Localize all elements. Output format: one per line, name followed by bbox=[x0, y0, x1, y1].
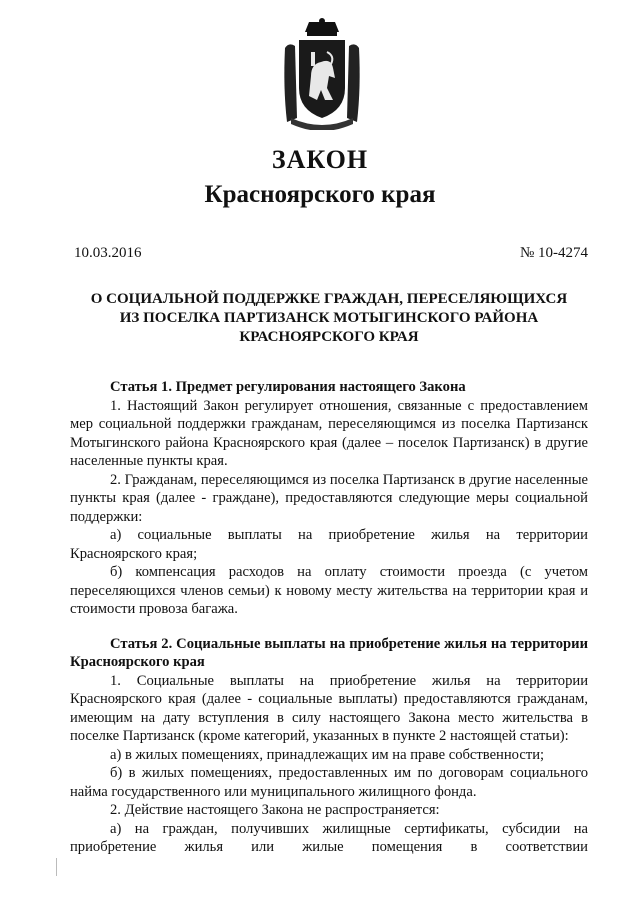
article-1-paragraph: 1. Настоящий Закон регулирует отношения, связанные с предоставлением мер социальной поддержки гражданам, переселяющимся из поселка Партизанск Мотыгинского района Красноярского края (далее – поселок Партизанск) в другие населенные пункты края. bbox=[70, 397, 588, 469]
article-2-paragraph: 2. Действие настоящего Закона не распространяется: bbox=[110, 802, 440, 818]
region-title: Красноярского края bbox=[204, 181, 436, 208]
article-2-title: Статья 2. Социальные выплаты на приобретение жилья на территории Красноярского края bbox=[70, 635, 588, 670]
law-body bbox=[70, 378, 588, 857]
article-1-paragraph: б) компенсация расходов на оплату стоимости проезда (с учетом переселяющихся членов семьи) к новому месту жительства на территории края и стоимости провоза багажа. bbox=[70, 564, 588, 617]
law-title: ЗАКОН bbox=[271, 145, 369, 174]
heading-line: КРАСНОЯРСКОГО КРАЯ bbox=[239, 329, 419, 345]
heading-line: О СОЦИАЛЬНОЙ ПОДДЕРЖКЕ ГРАЖДАН, ПЕРЕСЕЛЯЮЩИХСЯ bbox=[90, 291, 568, 307]
scan-artifact bbox=[56, 858, 57, 876]
article-2-paragraph: 1. Социальные выплаты на приобретение жилья на территории Красноярского края (далее - социальные выплаты) предоставляются гражданам, имеющим на дату вступления в силу настоящего Закона место жительства в поселке Партизанск (кроме категорий, указанных в пункте 2 настоящей статьи): bbox=[70, 672, 588, 744]
article-2-paragraph: б) в жилых помещениях, предоставленных им по договорам социального найма государственного или муниципального жилищного фонда. bbox=[70, 765, 588, 800]
article-2-paragraph: а) на граждан, получивших жилищные сертификаты, субсидии на приобретение жилья или жилые помещения в соответствии bbox=[70, 820, 588, 855]
article-1-paragraph: 2. Гражданам, переселяющимся из поселка Партизанск в другие населенные пункты края (далее - граждане), предоставляются следующие меры социальной поддержки: bbox=[70, 471, 588, 525]
law-heading bbox=[70, 290, 588, 347]
article-1-title: Статья 1. Предмет регулирования настоящего Закона bbox=[110, 379, 466, 395]
article-1-paragraph: а) социальные выплаты на приобретение жилья на территории Красноярского края; bbox=[70, 527, 588, 562]
coat-of-arms-emblem bbox=[281, 18, 363, 130]
article-2-paragraph: а) в жилых помещениях, принадлежащих им на праве собственности; bbox=[110, 746, 545, 763]
law-date: 10.03.2016 bbox=[74, 245, 142, 261]
heading-line: ИЗ ПОСЕЛКА ПАРТИЗАНСК МОТЫГИНСКОГО РАЙОНА bbox=[119, 310, 539, 326]
law-number: № 10-4274 bbox=[519, 245, 588, 261]
